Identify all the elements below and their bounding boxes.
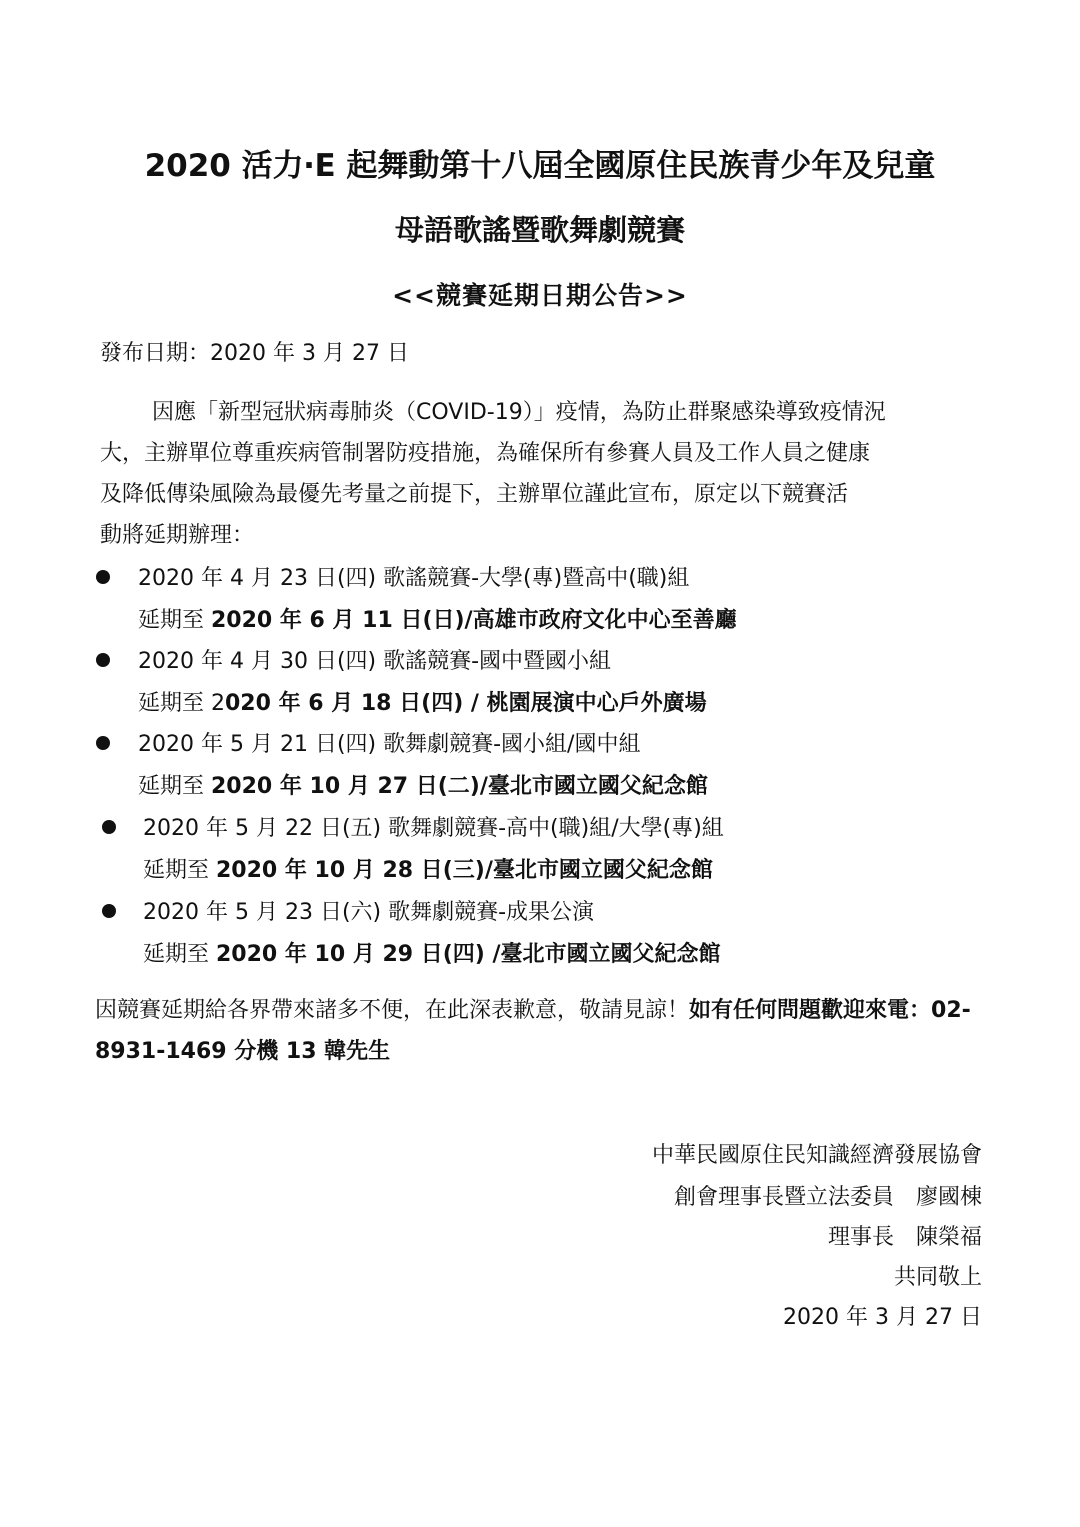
announcement-subtitle: <<競賽延期日期公告>>	[392, 281, 688, 310]
contact-info: 如有任何問題歡迎來電：02-8931-1469 分機 13 韓先生	[95, 998, 971, 1064]
event-original-date: 2020 年 4 月 30 日(四) 歌謠競賽-國中暨國小組	[138, 649, 612, 674]
event-original-date: 2020 年 5 月 22 日(五) 歌舞劇競賽-高中(職)組/大學(專)組	[143, 816, 724, 841]
event-postponed-to	[143, 853, 713, 884]
intro-line-4: 動將延期辦理：	[100, 523, 255, 548]
intro-line-1: 因應「新型冠狀病毒肺炎（COVID-19）」疫情，為防止群聚感染導致疫情況	[152, 400, 886, 425]
event-postponed-to	[143, 937, 721, 968]
postpone-detail: 2020 年 6 月 11 日(日)/高雄市政府文化中心至善廳	[211, 608, 737, 633]
closing-paragraph	[95, 990, 990, 1072]
signature-organization: 中華民國原住民知識經濟發展協會	[651, 1143, 982, 1168]
apology-text: 因競賽延期給各界帶來諸多不便，在此深表歉意，敬請見諒！	[95, 998, 690, 1023]
signature-founder: 創會理事長暨立法委員 廖國棟	[673, 1185, 982, 1210]
bullet-icon	[96, 736, 110, 750]
event-original-date: 2020 年 4 月 23 日(四) 歌謠競賽-大學(專)暨高中(職)組	[138, 566, 690, 591]
intro-line-2: 大，主辦單位尊重疾病管制署防疫措施，為確保所有參賽人員及工作人員之健康	[100, 441, 871, 466]
event-postponed-to	[138, 769, 708, 800]
bullet-icon	[96, 570, 110, 584]
postpone-prefix: 延期至	[138, 774, 211, 799]
postpone-prefix: 延期至	[138, 608, 211, 633]
event-original-date: 2020 年 5 月 23 日(六) 歌舞劇競賽-成果公演	[143, 900, 595, 925]
bullet-icon	[96, 653, 110, 667]
bullet-icon	[102, 820, 116, 834]
signature-chairman: 理事長 陳榮福	[827, 1225, 982, 1250]
intro-paragraph	[100, 392, 982, 556]
postpone-prefix: 延期至 2	[138, 691, 225, 716]
publish-date: 發布日期：2020 年 3 月 27 日	[100, 341, 409, 366]
postpone-prefix: 延期至	[143, 858, 216, 883]
postpone-detail: 2020 年 10 月 28 日(三)/臺北市國立國父紀念館	[216, 858, 713, 883]
document-title-line2: 母語歌謠暨歌舞劇競賽	[394, 213, 685, 247]
event-postponed-to	[138, 686, 707, 717]
postpone-prefix: 延期至	[143, 942, 216, 967]
event-original-date: 2020 年 5 月 21 日(四) 歌舞劇競賽-國小組/國中組	[138, 732, 641, 757]
postpone-detail: 2020 年 10 月 29 日(四) /臺北市國立國父紀念館	[216, 942, 721, 967]
signature-date: 2020 年 3 月 27 日	[783, 1305, 982, 1330]
bullet-icon	[102, 904, 116, 918]
document-title: 2020 活力‧E 起舞動第十八屆全國原住民族青少年及兒童	[144, 148, 936, 184]
intro-line-3: 及降低傳染風險為最優先考量之前提下，主辦單位謹此宣布，原定以下競賽活	[100, 482, 849, 507]
signature-respectfully: 共同敬上	[893, 1265, 982, 1290]
postpone-detail: 020 年 6 月 18 日(四) / 桃園展演中心戶外廣場	[225, 691, 707, 716]
event-postponed-to	[138, 603, 737, 634]
postpone-detail: 2020 年 10 月 27 日(二)/臺北市國立國父紀念館	[211, 774, 708, 799]
